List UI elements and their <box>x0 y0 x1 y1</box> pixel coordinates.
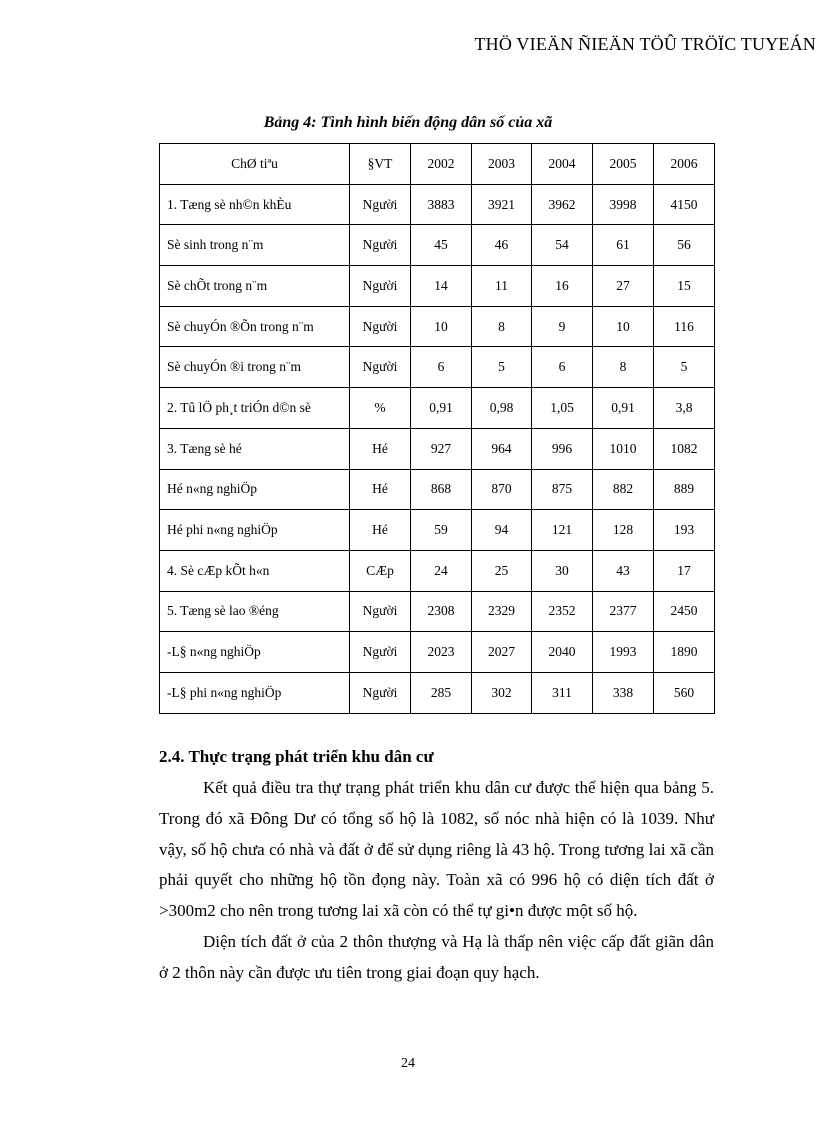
unit-cell: Người <box>350 266 411 307</box>
table-row <box>160 428 715 469</box>
row-label: Sè sinh trong n¨m <box>160 225 350 266</box>
value-cell: 1993 <box>593 632 654 673</box>
value-cell: 1082 <box>654 428 715 469</box>
value-cell: 889 <box>654 469 715 510</box>
row-label: Hé n«ng nghiÖp <box>160 469 350 510</box>
table-caption: Bảng 4: Tình hình biến động dân số của xã <box>263 114 553 131</box>
value-cell: 5 <box>472 347 532 388</box>
unit-cell: Hé <box>350 510 411 551</box>
value-cell: 875 <box>532 469 593 510</box>
unit-cell: Hé <box>350 428 411 469</box>
population-table <box>159 143 715 714</box>
value-cell: 15 <box>654 266 715 307</box>
value-cell: 3962 <box>532 184 593 225</box>
column-header: 2002 <box>411 144 472 185</box>
value-cell: 870 <box>472 469 532 510</box>
table-row <box>160 266 715 307</box>
value-cell: 24 <box>411 550 472 591</box>
value-cell: 30 <box>532 550 593 591</box>
value-cell: 61 <box>593 225 654 266</box>
table-row <box>160 672 715 713</box>
column-header: 2004 <box>532 144 593 185</box>
table-body <box>160 184 715 713</box>
unit-cell: Người <box>350 591 411 632</box>
value-cell: 964 <box>472 428 532 469</box>
row-label: 2. Tû lÖ ph¸t triÓn d©n sè <box>160 388 350 429</box>
unit-cell: Người <box>350 225 411 266</box>
value-cell: 16 <box>532 266 593 307</box>
table-header-row <box>160 144 715 185</box>
row-label: Sè chuyÓn ®Õn trong n¨m <box>160 306 350 347</box>
table-row <box>160 347 715 388</box>
row-label: -L§ n«ng nghiÖp <box>160 632 350 673</box>
value-cell: 996 <box>532 428 593 469</box>
value-cell: 1890 <box>654 632 715 673</box>
value-cell: 2027 <box>472 632 532 673</box>
value-cell: 2377 <box>593 591 654 632</box>
value-cell: 882 <box>593 469 654 510</box>
value-cell: 54 <box>532 225 593 266</box>
unit-cell: Người <box>350 672 411 713</box>
column-header: 2005 <box>593 144 654 185</box>
column-header: 2006 <box>654 144 715 185</box>
value-cell: 6 <box>411 347 472 388</box>
column-header: §VT <box>350 144 411 185</box>
value-cell: 43 <box>593 550 654 591</box>
value-cell: 94 <box>472 510 532 551</box>
table-row <box>160 510 715 551</box>
value-cell: 8 <box>593 347 654 388</box>
value-cell: 27 <box>593 266 654 307</box>
row-label: Hé phi n«ng nghiÖp <box>160 510 350 551</box>
row-label: 4. Sè cÆp kÕt h«n <box>160 550 350 591</box>
table-row <box>160 469 715 510</box>
value-cell: 10 <box>411 306 472 347</box>
value-cell: 3998 <box>593 184 654 225</box>
value-cell: 1010 <box>593 428 654 469</box>
unit-cell: Người <box>350 632 411 673</box>
paragraph-text: Diện tích đất ở của 2 thôn thượng và Hạ là thấp nên việc cấp đất giãn dân ở 2 thôn này cần được ưu tiên trong giai đoạn quy hạch. <box>159 932 714 982</box>
value-cell: 0,91 <box>411 388 472 429</box>
value-cell: 2450 <box>654 591 715 632</box>
unit-cell: Người <box>350 184 411 225</box>
value-cell: 14 <box>411 266 472 307</box>
table-row <box>160 591 715 632</box>
row-label: -L§ phi n«ng nghiÖp <box>160 672 350 713</box>
unit-cell: CÆp <box>350 550 411 591</box>
page-number: 24 <box>401 1056 415 1071</box>
value-cell: 2352 <box>532 591 593 632</box>
value-cell: 193 <box>654 510 715 551</box>
value-cell: 2023 <box>411 632 472 673</box>
value-cell: 56 <box>654 225 715 266</box>
value-cell: 927 <box>411 428 472 469</box>
value-cell: 0,98 <box>472 388 532 429</box>
value-cell: 8 <box>472 306 532 347</box>
unit-cell: % <box>350 388 411 429</box>
value-cell: 1,05 <box>532 388 593 429</box>
value-cell: 46 <box>472 225 532 266</box>
row-label: Sè chÕt trong n¨m <box>160 266 350 307</box>
value-cell: 2308 <box>411 591 472 632</box>
value-cell: 116 <box>654 306 715 347</box>
table-row <box>160 632 715 673</box>
value-cell: 11 <box>472 266 532 307</box>
table-row <box>160 306 715 347</box>
value-cell: 3,8 <box>654 388 715 429</box>
paragraph <box>159 773 714 927</box>
table-row <box>160 388 715 429</box>
value-cell: 5 <box>654 347 715 388</box>
value-cell: 868 <box>411 469 472 510</box>
value-cell: 0,91 <box>593 388 654 429</box>
section-heading: 2.4. Thực trạng phát triển khu dân cư <box>159 747 434 766</box>
unit-cell: Hé <box>350 469 411 510</box>
value-cell: 6 <box>532 347 593 388</box>
value-cell: 285 <box>411 672 472 713</box>
unit-cell: Người <box>350 347 411 388</box>
value-cell: 59 <box>411 510 472 551</box>
paragraph <box>159 927 714 989</box>
table-row <box>160 184 715 225</box>
row-label: 3. Tæng sè hé <box>160 428 350 469</box>
row-label: Sè chuyÓn ®i trong n¨m <box>160 347 350 388</box>
value-cell: 3883 <box>411 184 472 225</box>
column-header: 2003 <box>472 144 532 185</box>
value-cell: 25 <box>472 550 532 591</box>
value-cell: 45 <box>411 225 472 266</box>
value-cell: 302 <box>472 672 532 713</box>
unit-cell: Người <box>350 306 411 347</box>
table-row <box>160 225 715 266</box>
value-cell: 3921 <box>472 184 532 225</box>
value-cell: 17 <box>654 550 715 591</box>
value-cell: 128 <box>593 510 654 551</box>
value-cell: 311 <box>532 672 593 713</box>
value-cell: 338 <box>593 672 654 713</box>
row-label: 1. Tæng sè nh©n khÈu <box>160 184 350 225</box>
table-row <box>160 550 715 591</box>
page-header: THÖ VIEÄN ÑIEÄN TÖÛ TRÖÏC TUYEÁN <box>474 34 816 54</box>
value-cell: 4150 <box>654 184 715 225</box>
value-cell: 2329 <box>472 591 532 632</box>
value-cell: 121 <box>532 510 593 551</box>
value-cell: 10 <box>593 306 654 347</box>
row-label: 5. Tæng sè lao ®éng <box>160 591 350 632</box>
value-cell: 2040 <box>532 632 593 673</box>
value-cell: 9 <box>532 306 593 347</box>
paragraph-text: Kết quả điều tra thự trạng phát triển khu dân cư được thể hiện qua bảng 5. Trong đó xã Đông Dư có tổng số hộ là 1082, số nóc nhà hiện có là 1039. Như vậy, số hộ chưa có nhà và đất ở để sử dụng riêng là 43 hộ. Trong tương lai xã cần phải quyết cho những hộ tồn đọng này. Toàn xã có 996 hộ có diện tích đất ở >300m2 cho nên trong tương lai xã còn có thể tự gi•n được một số hộ. <box>159 778 714 921</box>
column-header: ChØ tiªu <box>160 144 350 185</box>
value-cell: 560 <box>654 672 715 713</box>
